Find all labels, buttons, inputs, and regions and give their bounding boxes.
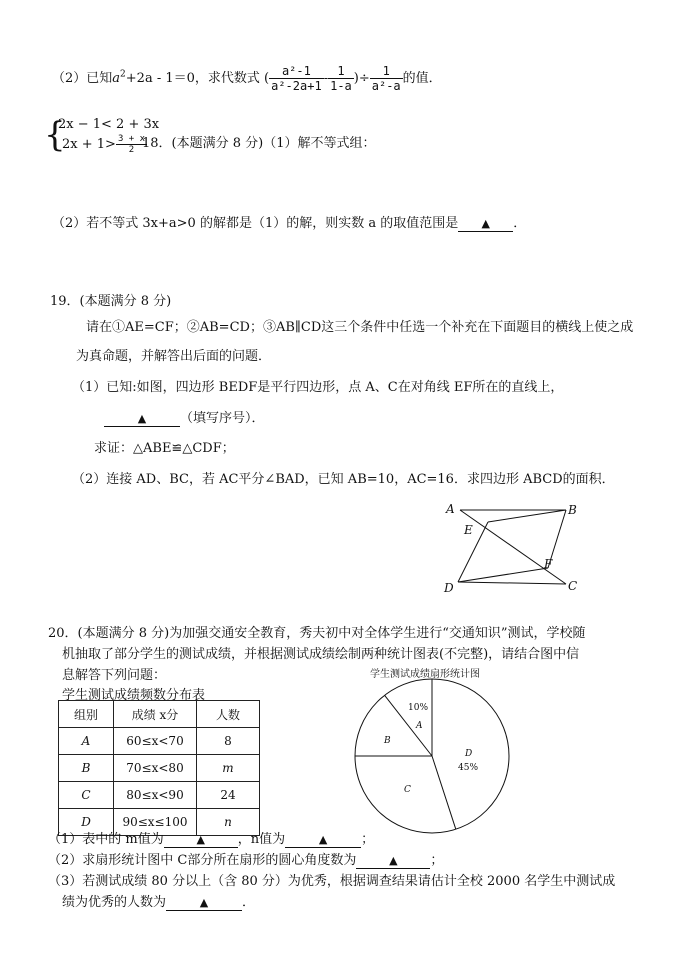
brace-icon: { — [44, 115, 66, 155]
fraction-1-den: a²-2a+1 — [271, 79, 322, 93]
frequency-table — [58, 700, 260, 836]
q18-part2-text: （2）若不等式 3x+a>0 的解都是（1）的解，则实数 a 的取值范围是 — [52, 216, 459, 231]
q19-part1: （1）已知:如图，四边形 BEDF是平行四边形，点 A、C在对角线 EF所在的直线上， — [72, 380, 564, 395]
pie-label-a-percent: 10% — [408, 703, 429, 713]
pie-label-b: B — [384, 736, 391, 746]
q20-sub1 — [48, 828, 374, 848]
table-cell: 70≤x<80 — [114, 755, 197, 782]
q19-proof: 求证：△ABE≌△CDF； — [94, 441, 235, 456]
label-d: D — [444, 581, 454, 595]
q19-title: 19．(本题满分 8 分) — [50, 294, 172, 309]
answer-blank-18[interactable] — [458, 216, 513, 232]
triangle-icon: ▲ — [199, 896, 209, 909]
table-cell: 24 — [197, 782, 260, 809]
q20-sub2 — [48, 849, 443, 869]
inequality-2-num: 3 + x — [117, 134, 146, 144]
q20-sub2-text: （2）求扇形统计图中 C部分所在扇形的圆心角度数为 — [48, 853, 357, 868]
table-cell — [59, 782, 114, 809]
fraction-3-den: a²-a — [371, 79, 401, 93]
q20-sub1-b: ，n值为 — [237, 832, 286, 847]
segment-dc — [458, 582, 566, 584]
q17-suffix: 的值． — [402, 71, 442, 86]
fraction-3 — [370, 64, 403, 93]
q20-line1: 20．(本题满分 8 分)为加强交通安全教育，秀夫初中对全体学生进行“交通知识”测试，学校随 — [48, 626, 586, 641]
header-group: 组别 — [59, 701, 114, 728]
pie-chart — [352, 676, 512, 836]
segment-ed — [458, 522, 488, 582]
q17-part2 — [52, 64, 442, 93]
answer-blank-19[interactable] — [104, 411, 180, 427]
inequality-2 — [62, 134, 147, 155]
pie-label-d: D — [465, 749, 473, 759]
fraction-2 — [328, 64, 354, 93]
q17-sq: 2 — [120, 69, 126, 80]
q18-title: 18．(本题满分 8 分)（1）解不等式组： — [142, 136, 376, 151]
triangle-icon: ▲ — [389, 854, 398, 867]
q19-fill — [104, 407, 265, 427]
q20-sub3-line2 — [62, 891, 255, 911]
fraction-3-num: 1 — [382, 64, 390, 78]
cell-text: A — [81, 734, 91, 748]
inequality-2-left: 2x + 1> — [62, 137, 116, 152]
divide-sign: )÷ — [353, 71, 370, 86]
table-cell: 60≤x<70 — [114, 728, 197, 755]
q20-sub3-end: ． — [242, 895, 256, 910]
cell-text: B — [81, 761, 91, 775]
header-score: 成绩 x分 — [114, 701, 197, 728]
table-row — [59, 728, 260, 755]
table-title: 学生测试成绩频数分布表 — [62, 688, 206, 703]
label-e: E — [464, 523, 473, 537]
q20-line2: 机抽取了部分学生的测试成绩，并根据测试成绩绘制两种统计图表(不完整)，请结合图中信 — [62, 647, 580, 662]
table-row — [59, 755, 260, 782]
header-count: 人数 — [197, 701, 260, 728]
triangle-icon: ▲ — [137, 412, 147, 425]
answer-blank-excellent[interactable] — [166, 895, 242, 911]
triangle-icon: ▲ — [318, 833, 328, 846]
inequality-1: 2x − 1< 2 + 3x — [58, 117, 160, 132]
table-row — [59, 782, 260, 809]
q18-part2 — [52, 212, 526, 232]
answer-blank-m[interactable] — [164, 832, 238, 848]
segment-be — [488, 510, 566, 522]
cell-text: n — [224, 815, 232, 829]
q18-part2-end: ． — [513, 216, 527, 231]
triangle-icon: ▲ — [481, 217, 490, 230]
cell-text: m — [222, 761, 234, 775]
triangle-icon: ▲ — [196, 833, 205, 846]
q20-sub3-text: 绩为优秀的人数为 — [62, 895, 167, 910]
table-header-row — [59, 701, 260, 728]
table-cell: 80≤x<90 — [114, 782, 197, 809]
q19-fill-hint: （填写序号）． — [180, 411, 265, 426]
table-cell — [59, 728, 114, 755]
q17-prefix: （2）已知 — [52, 71, 113, 86]
fraction-2-den: 1-a — [330, 79, 352, 93]
q20-sub3-line1: （3）若测试成绩 80 分以上（含 80 分）为优秀，根据调查结果请估计全校 2000 名学生中测试成 — [48, 874, 616, 889]
label-b: B — [568, 503, 577, 517]
answer-blank-angle[interactable] — [356, 853, 430, 869]
q17-cond: +2a - 1＝0，求代数式 ( — [125, 71, 270, 86]
cell-text: D — [81, 815, 91, 829]
table-cell: 8 — [197, 728, 260, 755]
q19-part2: （2）连接 AD、BC，若 AC平分∠BAD，已知 AB=10，AC=16．求四边形 ABCD的面积． — [72, 472, 615, 487]
q20-sub1-a: （1）表中的 m值为 — [48, 832, 164, 847]
cell-text: C — [81, 788, 91, 802]
q20-sub2-end: ； — [430, 853, 444, 868]
table-cell — [197, 755, 260, 782]
label-a: A — [446, 502, 455, 516]
label-f: F — [544, 557, 553, 571]
inequality-2-den: 2 — [116, 144, 147, 155]
q20-line3: 息解答下列问题： — [62, 668, 167, 683]
label-c: C — [568, 579, 578, 593]
pie-chart-title: 学生测试成绩扇形统计图 — [370, 669, 480, 680]
fraction-1-num: a²-1 — [281, 64, 311, 78]
table-cell: 90≤x≤100 — [114, 809, 197, 836]
minus-sign: - — [323, 71, 329, 86]
segment-df — [458, 568, 548, 582]
q19-line2: 为真命题，并解答出后面的问题． — [76, 349, 272, 364]
q20-sub1-end: ； — [361, 832, 375, 847]
q19-line1: 请在①AE=CF；②AB=CD；③AB∥CD这三个条件中任选一个补充在下面题目的横线上使之成 — [86, 320, 634, 335]
q17-var: a — [112, 71, 121, 86]
pie-label-c: C — [404, 785, 411, 795]
fraction-2-num: 1 — [337, 64, 345, 78]
answer-blank-n[interactable] — [285, 832, 361, 848]
table-cell — [59, 755, 114, 782]
fraction-1 — [269, 64, 324, 93]
pie-divider-cd — [432, 756, 456, 829]
pie-label-d-percent: 45% — [458, 763, 479, 773]
quadrilateral-figure — [438, 498, 588, 598]
pie-label-a: A — [416, 721, 423, 731]
